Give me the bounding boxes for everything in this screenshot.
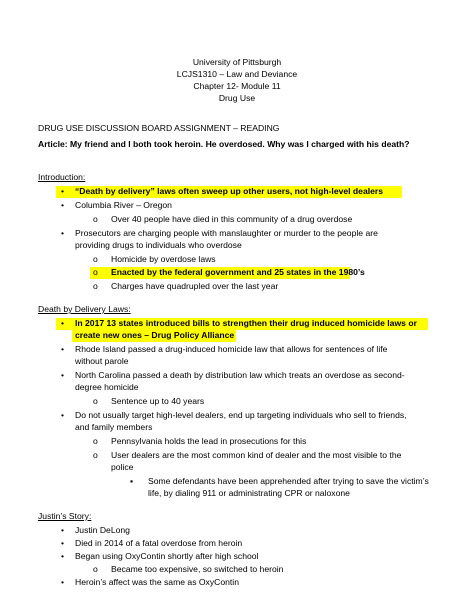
- list-item: Prosecutors are charging people with manslaughter or murder to the people are: [75, 228, 378, 238]
- bullet-icon: •: [61, 525, 65, 535]
- document-header: [0, 56, 474, 104]
- list-item: Rhode Island passed a drug-induced homicide law that allows for sentences of life: [75, 344, 388, 354]
- circle-bullet-icon: o: [93, 281, 98, 291]
- bullet-icon: •: [61, 551, 65, 561]
- article-title: Article: My friend and I both took heroin. He overdosed. Why was I charged with his death?: [38, 139, 410, 149]
- list-item: Sentence up to 40 years: [111, 396, 205, 406]
- bullet-icon: •: [61, 228, 65, 238]
- list-item-continuation: providing drugs to individuals who overdose: [75, 240, 242, 250]
- list-item: Pennsylvania holds the lead in prosecutions for this: [111, 436, 307, 446]
- list-item: Some defendants have been apprehended after trying to save the victim’s: [148, 476, 429, 486]
- list-item: Enacted by the federal government and 25 states in the 1980’s: [111, 267, 365, 277]
- list-item: Became too expensive, so switched to heroin: [111, 564, 284, 574]
- list-item: Died in 2014 of a fatal overdose from heroin: [75, 538, 243, 548]
- justins-story-heading: Justin’s Story:: [38, 511, 92, 521]
- list-item: In 2017 13 states introduced bills to strengthen their drug induced homicide laws or: [75, 318, 417, 328]
- list-item-continuation: create new ones – Drug Policy Alliance: [75, 330, 235, 340]
- list-item: Charges have quadrupled over the last year: [111, 281, 279, 291]
- bullet-icon: •: [61, 410, 65, 420]
- list-item: Homicide by overdose laws: [111, 254, 216, 264]
- topic-label: Drug Use: [218, 93, 256, 103]
- bullet-icon: •: [61, 318, 65, 328]
- list-item: Do not usually target high-level dealers, end up targeting individuals who sell to friends,: [75, 410, 407, 420]
- circle-bullet-icon: o: [93, 450, 98, 460]
- list-item: Over 40 people have died in this community of a drug overdose: [111, 214, 353, 224]
- introduction-heading: Introduction:: [38, 172, 86, 182]
- bullet-icon: •: [61, 344, 65, 354]
- university-name: University of Pittsburgh: [192, 57, 282, 67]
- list-item: User dealers are the most common kind of dealer and the most visible to the: [111, 450, 402, 460]
- course-name: LCJS1310 – Law and Deviance: [176, 69, 298, 79]
- bullet-icon: •: [61, 200, 65, 210]
- list-item: Justin DeLong: [75, 525, 130, 535]
- square-bullet-icon: ▪: [130, 476, 134, 486]
- circle-bullet-icon: o: [93, 254, 98, 264]
- bullet-icon: •: [61, 370, 65, 380]
- bullet-icon: •: [61, 538, 65, 548]
- list-item: Columbia River – Oregon: [75, 200, 172, 210]
- circle-bullet-icon: o: [93, 214, 98, 224]
- list-item-continuation: and family members: [75, 422, 153, 432]
- bullet-icon: •: [61, 186, 65, 196]
- bullet-icon: •: [61, 577, 65, 587]
- chapter-label: Chapter 12- Module 11: [193, 81, 281, 91]
- death-by-delivery-heading: Death by Delivery Laws:: [38, 304, 131, 314]
- list-item-continuation: degree homicide: [75, 382, 139, 392]
- list-item: “Death by delivery” laws often sweep up other users, not high-level dealers: [75, 186, 384, 196]
- list-item-continuation: life, by dialing 911 or administrating CPR or naloxone: [148, 488, 350, 498]
- circle-bullet-icon: o: [93, 564, 98, 574]
- list-item: Heroin’s affect was the same as OxyContin: [75, 577, 239, 587]
- circle-bullet-icon: o: [93, 267, 98, 277]
- list-item-continuation: police: [111, 462, 134, 472]
- circle-bullet-icon: o: [93, 436, 98, 446]
- assignment-title: DRUG USE DISCUSSION BOARD ASSIGNMENT – READING: [38, 123, 280, 133]
- list-item: North Carolina passed a death by distribution law which treats an overdose as second-: [75, 370, 405, 380]
- circle-bullet-icon: o: [93, 396, 98, 406]
- list-item: Began using OxyContin shortly after high school: [75, 551, 259, 561]
- list-item-continuation: without parole: [75, 356, 129, 366]
